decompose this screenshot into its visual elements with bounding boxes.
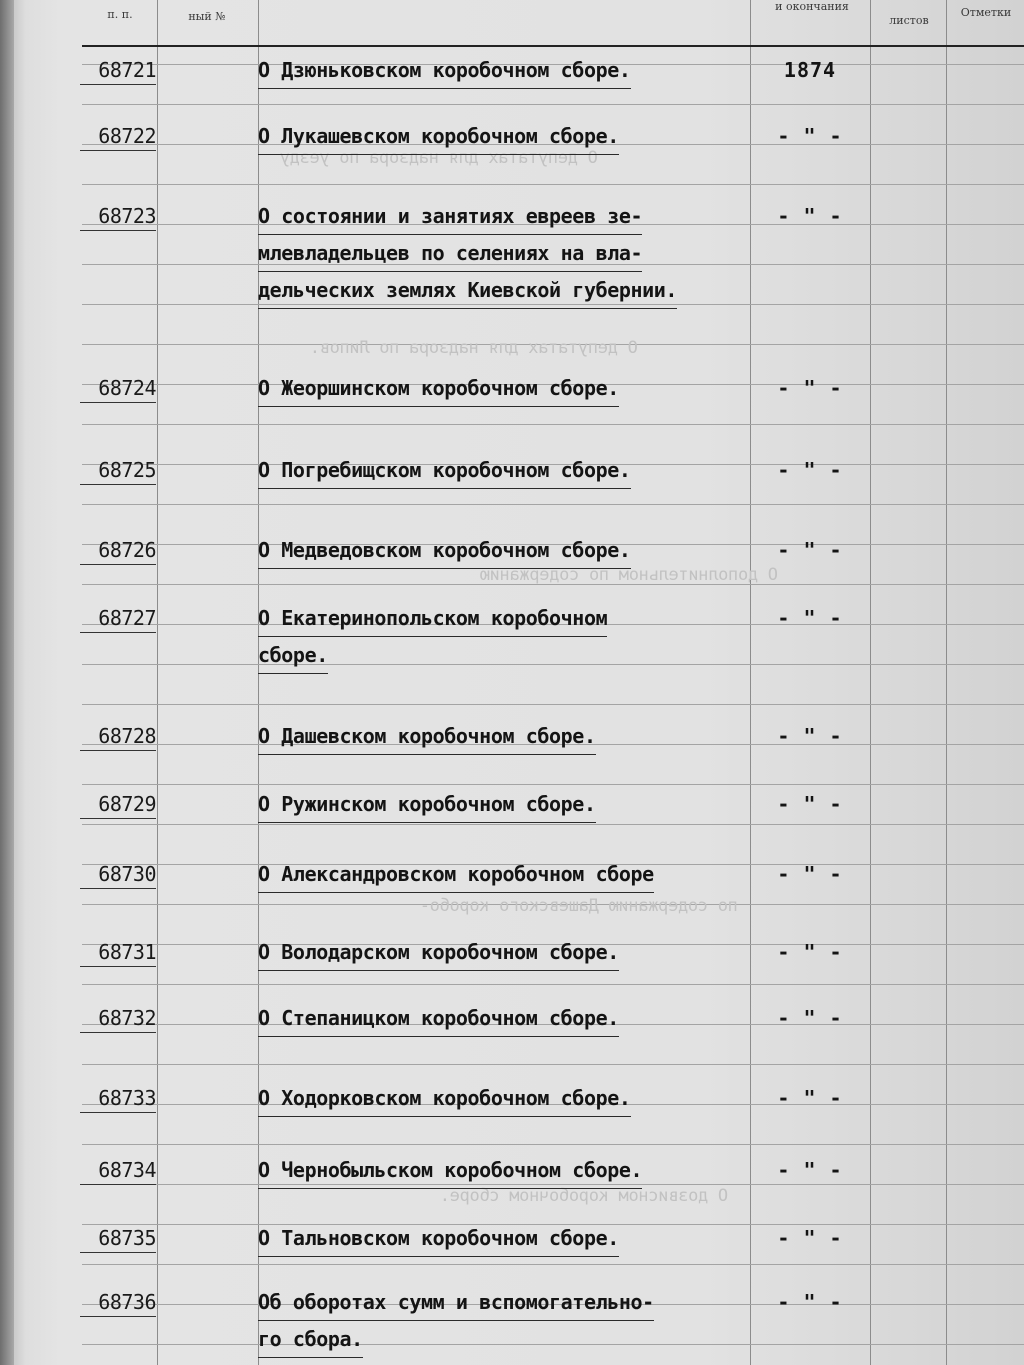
row-title [258,1000,758,1037]
row-title-line: О Медведовском коробочном сборе. [258,532,631,569]
row-year: - " - [777,458,843,482]
bleed-through-text: по содержанию Дашевского коробо- [420,896,738,916]
row-number: 68722 [98,124,156,148]
ledger-rule [82,1264,1024,1265]
header-notes: Отметки [960,6,1012,19]
header-number: п. п. [107,8,133,21]
ledger-rule [82,784,1024,785]
row-title [258,600,758,674]
row-title-line: О Дзюньковском коробочном сборе. [258,52,631,89]
row-title-line: О Дашевском коробочном сборе. [258,718,596,755]
row-title-line: го сбора. [258,1321,363,1358]
row-title [258,718,758,755]
row-number: 68731 [98,940,156,964]
row-number-underline [80,1316,156,1317]
row-title-line: О Тальновском коробочном сборе. [258,1220,619,1257]
row-number-underline [80,402,156,403]
row-title [258,452,758,489]
row-year: - " - [777,940,843,964]
row-number: 68729 [98,792,156,816]
row-title [258,532,758,569]
row-number: 68733 [98,1086,156,1110]
column-rule [157,0,158,1365]
row-title-line: О Володарском коробочном сборе. [258,934,619,971]
row-title [258,52,758,89]
row-number: 68736 [98,1290,156,1314]
ledger-rule [82,704,1024,705]
row-number: 68726 [98,538,156,562]
ledger-rule [82,424,1024,425]
row-number: 68724 [98,376,156,400]
ledger-rule [82,504,1024,505]
row-number-underline [80,632,156,633]
row-number-underline [80,1032,156,1033]
row-title [258,118,758,155]
bleed-through-text: О депутатах для надзора по Липов. [310,338,638,358]
row-title [258,786,758,823]
row-number-underline [80,84,156,85]
row-number-underline [80,888,156,889]
row-number-underline [80,750,156,751]
column-rule [946,0,947,1365]
header-rule [82,45,1024,47]
row-year: - " - [777,1226,843,1250]
row-number-underline [80,230,156,231]
row-number-underline [80,150,156,151]
row-title [258,370,758,407]
row-year: - " - [777,124,843,148]
header-inventory: ный № [188,10,226,23]
ledger-rule [82,984,1024,985]
row-number-underline [80,484,156,485]
column-rule [870,0,871,1365]
row-number: 68732 [98,1006,156,1030]
row-year: - " - [777,538,843,562]
header-dates: и окончания [775,0,849,13]
row-title-line: О Екатеринопольском коробочном [258,600,607,637]
row-title-line: О Погребищском коробочном сборе. [258,452,631,489]
row-title [258,1152,758,1189]
row-title [258,1220,758,1257]
bleed-through-text: О дозвисном коробочном сборе. [440,1186,729,1206]
row-number-underline [80,966,156,967]
row-number: 68721 [98,58,156,82]
row-title [258,856,758,893]
ledger-rule [82,824,1024,825]
header-sheets: листов [889,14,929,27]
row-title-line: О Чернобыльском коробочном сборе. [258,1152,642,1189]
row-number-underline [80,818,156,819]
row-number: 68730 [98,862,156,886]
ledger-rule [82,1144,1024,1145]
ledger-rule [82,184,1024,185]
row-year: - " - [777,204,843,228]
row-year: - " - [777,1006,843,1030]
row-number-underline [80,1252,156,1253]
bleed-through-text: О дополнительном по содержанию [480,565,779,585]
row-title [258,934,758,971]
row-number: 68727 [98,606,156,630]
ledger-rule [82,1064,1024,1065]
row-title-line: О Лукашевском коробочном сборе. [258,118,619,155]
row-year: - " - [777,1290,843,1314]
row-number-underline [80,1184,156,1185]
row-title-line: О Жеоршинском коробочном сборе. [258,370,619,407]
row-title [258,198,758,309]
row-title-line: О Александровском коробочном сборе [258,856,654,893]
row-year: - " - [777,724,843,748]
book-spine [0,0,14,1365]
row-number: 68728 [98,724,156,748]
row-number-underline [80,564,156,565]
row-title [258,1284,758,1358]
row-number: 68735 [98,1226,156,1250]
row-number: 68725 [98,458,156,482]
row-year: - " - [777,862,843,886]
row-year: - " - [777,1086,843,1110]
row-number-underline [80,1112,156,1113]
ledger-rule [82,104,1024,105]
row-title [258,1080,758,1117]
row-year: - " - [777,606,843,630]
row-title-line: млевладельцев по селениях на вла- [258,235,642,272]
row-year: - " - [777,376,843,400]
row-title-line: О Ходорковском коробочном сборе. [258,1080,631,1117]
row-title-line: О Ружинском коробочном сборе. [258,786,596,823]
row-title-line: сборе. [258,637,328,674]
row-year: 1874 [783,58,837,82]
row-title-line: О состоянии и занятиях евреев зе- [258,198,642,235]
row-number: 68734 [98,1158,156,1182]
row-title-line: Об оборотах сумм и вспомогательно- [258,1284,654,1321]
row-title-line: дельческих землях Киевской губернии. [258,272,677,309]
row-title-line: О Степаницком коробочном сборе. [258,1000,619,1037]
row-number: 68723 [98,204,156,228]
bleed-through-text: О депутатах для надзора по уезду [280,148,598,168]
row-year: - " - [777,1158,843,1182]
row-year: - " - [777,792,843,816]
